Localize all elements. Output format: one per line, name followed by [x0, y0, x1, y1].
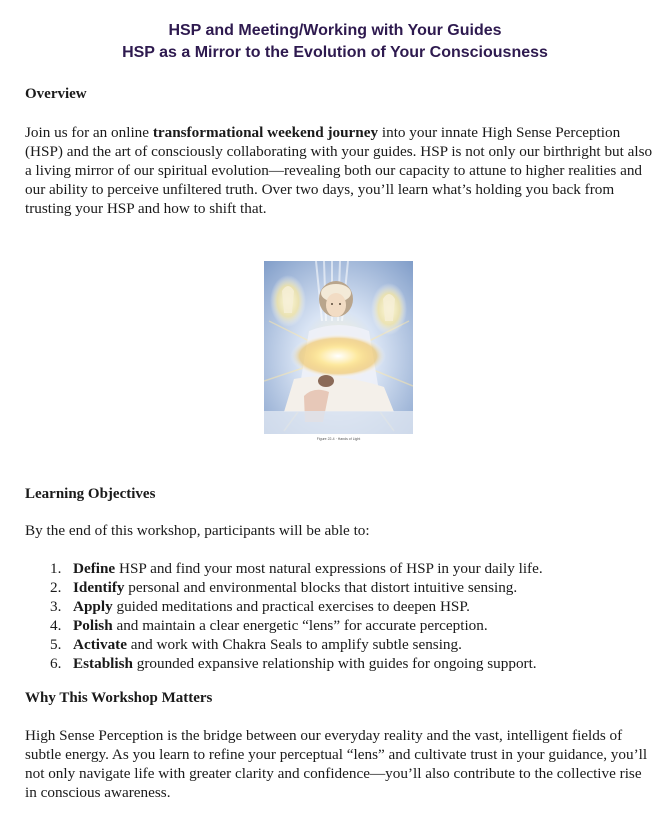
title-line-1: HSP and Meeting/Working with Your Guides [168, 22, 502, 39]
why-matters-paragraph: High Sense Perception is the bridge between our everyday reality and the vast, intelligent fields of subtle energy. As you learn to refine your perceptual “lens” and cultivate trust in your guidance, you’ll not only navigate life with greater clarity and confidence—you’ll also contribute to the collective rise in conscious awareness. [25, 727, 648, 801]
overview-bold-phrase: transformational weekend journey [152, 124, 379, 141]
list-item-text: personal and environmental blocks that distort intuitive sensing. [124, 579, 518, 596]
overview-heading: Overview [25, 86, 87, 102]
list-item-number: 5. [50, 636, 62, 653]
list-item [25, 559, 645, 578]
list-item-verb: Apply [73, 598, 113, 615]
list-item-number: 4. [50, 617, 62, 634]
healing-hands-illustration [264, 261, 413, 434]
list-item [25, 635, 645, 654]
objectives-list [25, 559, 645, 673]
list-item-number: 3. [50, 598, 62, 615]
list-item-verb: Identify [73, 579, 125, 596]
title-line-2: HSP as a Mirror to the Evolution of Your Consciousness [122, 44, 548, 61]
list-item-text: and work with Chakra Seals to amplify subtle sensing. [126, 636, 462, 653]
list-item-verb: Polish [73, 617, 113, 634]
list-item-verb: Activate [73, 636, 127, 653]
overview-intro: Join us for an online [25, 124, 153, 141]
list-item-text: grounded expansive relationship with guides for ongoing support. [132, 655, 537, 672]
list-item-number: 1. [50, 560, 62, 577]
list-item [25, 578, 645, 597]
overview-paragraph [25, 123, 655, 218]
list-item [25, 597, 645, 616]
list-item-number: 2. [50, 579, 62, 596]
learning-objectives-heading: Learning Objectives [25, 486, 156, 502]
list-item-text: guided meditations and practical exercises to deepen HSP. [112, 598, 470, 615]
document-title [0, 20, 670, 64]
list-item-verb: Define [73, 560, 116, 577]
figure-caption: Figure 22-4 · Hands of Light [316, 437, 361, 441]
list-item [25, 654, 645, 673]
list-item-verb: Establish [73, 655, 133, 672]
overview-body: into your innate High Sense Perception (HSP) and the art of consciously collaborating with your guides. HSP is not only our birthright but also a living mirror of our spiritual evolution—revealing both our capacity to attune to higher realities and our ability to perceive unfiltered truth. Over two days, you’ll learn what’s holding you back from trusting your HSP and how to shift that. [25, 124, 653, 217]
learning-objectives-intro: By the end of this workshop, participants will be able to: [25, 522, 370, 539]
list-item [25, 616, 645, 635]
list-item-number: 6. [50, 655, 62, 672]
list-item-text: and maintain a clear energetic “lens” for accurate perception. [112, 617, 488, 634]
why-matters-heading: Why This Workshop Matters [25, 690, 213, 706]
list-item-text: HSP and find your most natural expressions of HSP in your daily life. [115, 560, 543, 577]
